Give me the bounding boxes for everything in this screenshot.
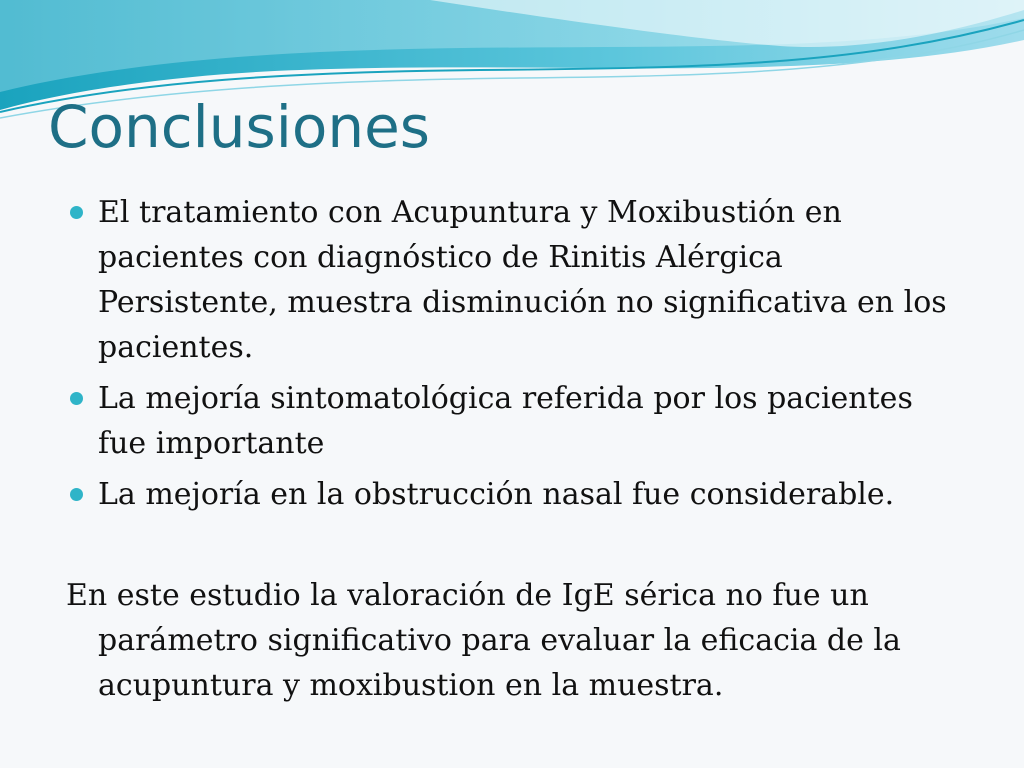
bullet-list: [66, 190, 966, 517]
slide-title: Conclusiones: [48, 93, 430, 161]
bullet-dot-icon: [70, 488, 83, 501]
slide-content: [66, 190, 966, 708]
bullet-text: El tratamiento con Acupuntura y Moxibustión en pacientes con diagnóstico de Rinitis Alérgica Persistente, muestra disminución no significativa en los pacientes.: [98, 195, 947, 365]
bullet-item: [66, 472, 966, 517]
conclusion-paragraph: En este estudio la valoración de IgE sérica no fue un parámetro significativo para evaluar la eficacia de la acupuntura y moxibustion en la muestra.: [66, 578, 901, 703]
bullet-text: La mejoría en la obstrucción nasal fue considerable.: [98, 477, 895, 512]
bullet-dot-icon: [70, 392, 83, 405]
bullet-text: La mejoría sintomatológica referida por los pacientes fue importante: [98, 381, 913, 461]
bullet-item: [66, 376, 966, 466]
bullet-item: [66, 190, 966, 370]
bullet-dot-icon: [70, 206, 83, 219]
